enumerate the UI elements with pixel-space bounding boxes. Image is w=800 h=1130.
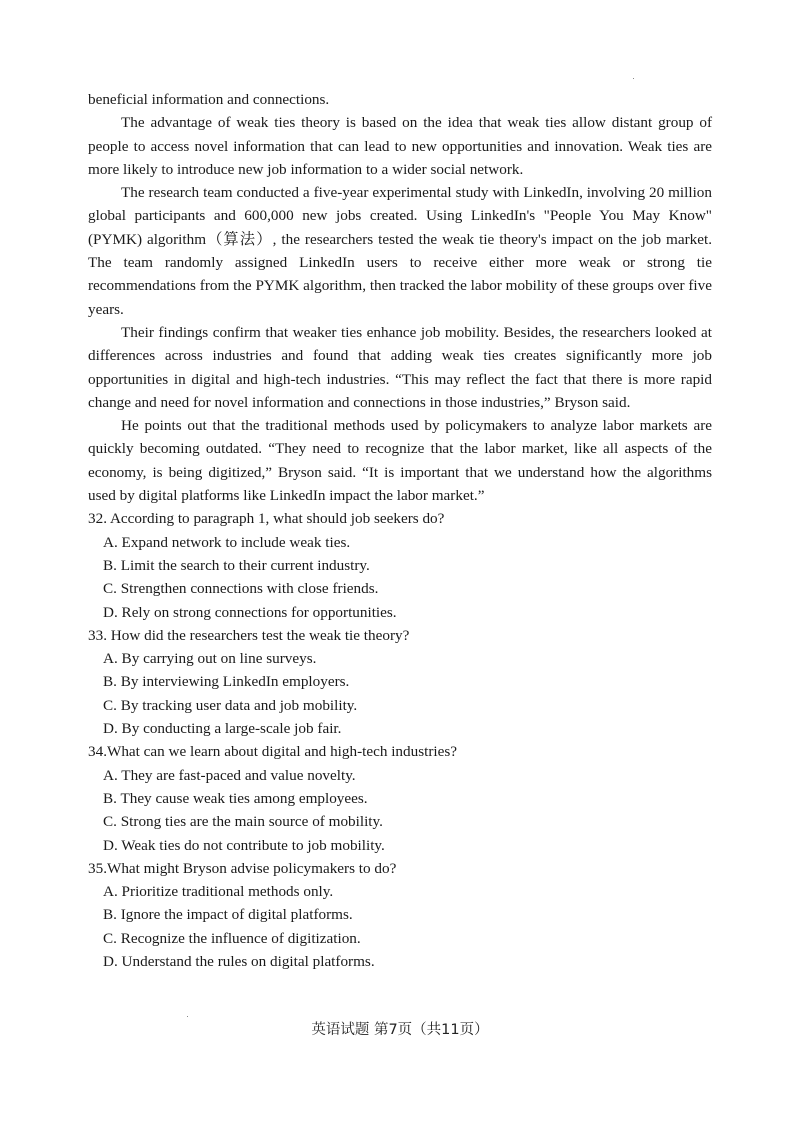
question-35 (88, 857, 712, 973)
answer-option-b: B. Ignore the impact of digital platforms. (103, 906, 353, 924)
question-34 (88, 740, 712, 856)
answer-option-c: C. Strong ties are the main source of mobility. (103, 813, 383, 831)
answer-option-a: A. By carrying out on line surveys. (103, 650, 317, 668)
answer-options (88, 531, 712, 624)
answer-option-d: D. By conducting a large-scale job fair. (103, 720, 342, 738)
question-stem: 34.What can we learn about digital and high-tech industries? (88, 743, 458, 761)
passage-paragraph: beneficial information and connections. (88, 91, 330, 108)
passage-paragraph: Their findings confirm that weaker ties enhance job mobility. Besides, the researchers looked at differences across industries and found that adding weak ties creates significantly more job opportunities in digital and high-tech industries. “This may reflect the fact that there is more rapid change and need for novel information and connections in those industries,” Bryson said. (88, 323, 712, 411)
answer-option-b: B. They cause weak ties among employees. (103, 789, 368, 807)
passage-paragraph: The advantage of weak ties theory is based on the idea that weak ties allow distant group of people to access novel information that can lead to new opportunities and innovation. Weak ties are more likely to introduce new job information to a wider social network. (88, 114, 712, 178)
answer-option-d: D. Weak ties do not contribute to job mobility. (103, 836, 385, 854)
answer-option-d: D. Understand the rules on digital platforms. (103, 952, 375, 970)
passage-paragraph: The research team conducted a five-year experimental study with LinkedIn, involving 20 million global participants and 600,000 new jobs created. Using LinkedIn's "People You May Know" (PYMK) algorithm（算法）, the researchers tested the weak tie theory's impact on the job market. The team randomly assigned LinkedIn users to receive either more weak or strong tie recommendations from the PYMK algorithm, then tracked the labor mobility of these groups over five years. (88, 184, 712, 318)
scan-speck (187, 1016, 188, 1017)
page-footer: 英语试题 第7页（共11页） (311, 1022, 489, 1038)
answer-options (88, 880, 712, 973)
reading-passage (88, 88, 712, 507)
passage-paragraph: He points out that the traditional methods used by policymakers to analyze labor markets are quickly becoming outdated. “They need to recognize that the labor market, like all aspects of the economy, is being digitized,” Bryson said. “It is important that we understand how the algorithms used by digital platforms like LinkedIn impact the labor market.” (88, 417, 712, 505)
answer-options (88, 764, 712, 857)
answer-option-c: C. By tracking user data and job mobility. (103, 696, 358, 714)
answer-options (88, 647, 712, 740)
answer-option-b: B. Limit the search to their current industry. (103, 556, 370, 574)
exam-page-content (88, 88, 712, 973)
answer-option-a: A. Prioritize traditional methods only. (103, 883, 334, 901)
answer-option-c: C. Strengthen connections with close friends. (103, 580, 379, 598)
question-list (88, 507, 712, 973)
answer-option-a: A. Expand network to include weak ties. (103, 533, 351, 551)
answer-option-a: A. They are fast-paced and value novelty. (103, 766, 356, 784)
question-stem: 33. How did the researchers test the weak tie theory? (88, 626, 410, 644)
answer-option-b: B. By interviewing LinkedIn employers. (103, 673, 350, 691)
question-32 (88, 507, 712, 623)
answer-option-c: C. Recognize the influence of digitization. (103, 929, 361, 947)
question-stem: 35.What might Bryson advise policymakers to do? (88, 859, 397, 877)
question-stem: 32. According to paragraph 1, what should job seekers do? (88, 510, 445, 528)
answer-option-d: D. Rely on strong connections for opportunities. (103, 603, 397, 621)
scan-speck (633, 78, 634, 79)
question-33 (88, 624, 712, 740)
